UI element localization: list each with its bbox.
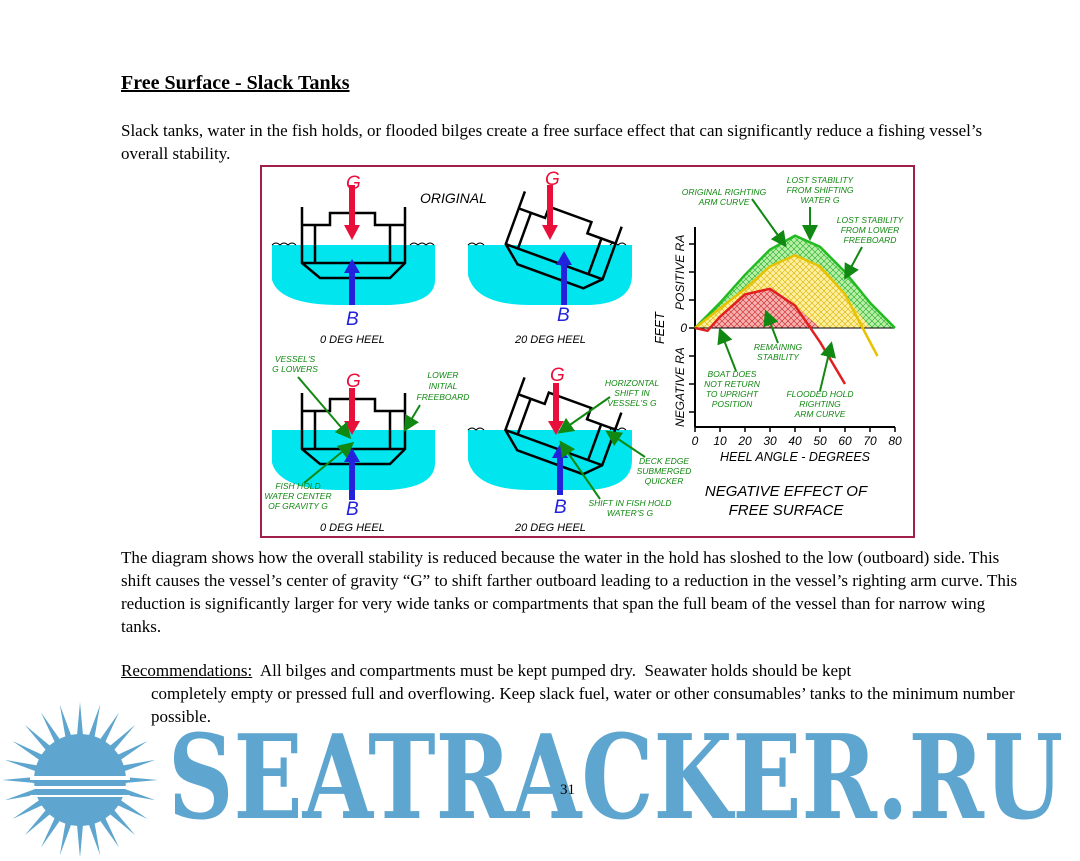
sun-ray-icon: [116, 741, 147, 761]
y-axis-positive-label: POSITIVE RA: [673, 234, 687, 310]
g-label-2: G: [545, 169, 560, 190]
fish-hold-1: FISH HOLD: [275, 481, 321, 491]
lower-freeboard-3: FREEBOARD: [416, 392, 470, 402]
sun-ray-icon: [5, 760, 39, 772]
sun-ray-icon: [12, 799, 43, 819]
chart-caption-1: NEGATIVE EFFECT OF: [704, 483, 868, 500]
annot-lost-shift-3: WATER G: [800, 195, 840, 205]
sun-ray-icon: [77, 702, 83, 736]
sun-ray-icon: [25, 725, 51, 751]
intro-paragraph: Slack tanks, water in the fish holds, or flooded bilges create a free surface effect that can significantly reduce a fishing vessel’s overall stability.: [121, 121, 983, 163]
annot-lost-freeboard-2: FROM LOWER: [840, 225, 900, 235]
sun-ray-icon: [122, 760, 156, 772]
b-label-1: B: [346, 309, 359, 330]
sun-ray-icon: [5, 788, 39, 800]
watermark-text: SEATRACKER.RU: [168, 710, 1063, 846]
x-tick-label: 40: [788, 434, 802, 448]
original-label: ORIGINAL: [420, 190, 487, 206]
fish-hold-2: WATER CENTER: [264, 491, 332, 501]
annot-lost-freeboard-1: LOST STABILITY: [836, 215, 904, 225]
x-tick-label: 50: [813, 434, 827, 448]
sun-ray-icon: [41, 712, 61, 743]
x-axis-label: HEEL ANGLE - DEGREES: [719, 450, 871, 464]
sun-ray-icon: [60, 822, 72, 856]
page-title: Free Surface - Slack Tanks: [121, 72, 350, 94]
lower-freeboard-2: INITIAL: [428, 381, 458, 391]
sun-ray-icon: [60, 705, 72, 739]
annot-not-return-2: NOT RETURN: [704, 379, 760, 389]
x-tick-label: 0: [691, 434, 699, 448]
vessels-g-lowers-1: VESSEL'S: [274, 354, 316, 364]
annot-flooded-1: FLOODED HOLD: [786, 389, 854, 399]
seatracker-watermark: [0, 690, 1080, 856]
annot-lost-shift-1: LOST STABILITY: [786, 175, 854, 185]
sun-ray-icon: [88, 705, 100, 739]
heel-label-4: 20 DEG HEEL: [515, 522, 586, 534]
sun-ray-icon: [25, 809, 51, 835]
recommendations-rest: completely empty or pressed full and overflowing. Keep slack fuel, water or other consumables’ tanks to the minimum number possible.: [151, 684, 1015, 726]
annot-lost-shift-2: FROM SHIFTING: [786, 185, 854, 195]
x-tick-label: 70: [863, 434, 877, 448]
deck-edge-2: SUBMERGED: [636, 466, 692, 476]
b-label-3: B: [346, 499, 359, 520]
sun-ray-icon: [12, 741, 43, 761]
x-tick-label: 80: [888, 434, 902, 448]
sun-ray-icon: [109, 725, 135, 751]
annot-flooded-2: RIGHTING: [799, 399, 841, 409]
shift-fish-hold-1: SHIFT IN FISH HOLD: [588, 498, 672, 508]
g-label-3: G: [346, 371, 361, 392]
y-axis-units-label: FEET: [653, 312, 667, 344]
horizontal-shift-1: HORIZONTAL: [604, 378, 660, 388]
annot-remaining-1: REMAINING: [753, 342, 803, 352]
annot-original-ra-1: ORIGINAL RIGHTING: [681, 187, 767, 197]
recommendations-first-line: [121, 659, 1021, 682]
x-tick-label: 60: [838, 434, 852, 448]
page-number: 31: [560, 782, 575, 798]
annot-remaining-2: STABILITY: [757, 352, 799, 362]
recommendations-line1: All bilges and compartments must be kept pumped dry. Seawater holds should be kept: [252, 661, 852, 680]
g-label-4: G: [550, 365, 565, 386]
annot-lost-freeboard-3: FREEBOARD: [843, 235, 897, 245]
sun-ray-icon: [99, 712, 119, 743]
annot-flooded-3: ARM CURVE: [794, 409, 846, 419]
heel-label-2: 20 DEG HEEL: [515, 334, 586, 346]
sun-ray-icon: [41, 816, 61, 847]
recommendations-label: Recommendations:: [121, 661, 253, 680]
vessels-g-lowers-2: G LOWERS: [272, 364, 318, 374]
g-label-1: G: [346, 173, 361, 194]
deck-edge-1: DECK EDGE: [638, 456, 690, 466]
body-paragraph: The diagram shows how the overall stability is reduced because the water in the hold has sloshed to the low (outboard) side. This shift causes the vessel’s center of gravity “G” to shift farther outboard leading to a reduction in the vessel’s righting arm curve. This reduction is significantly larger for very wide tanks or compartments that span the full beam of the vessel than for narrow wing tanks.: [121, 548, 1018, 636]
x-tick-label: 30: [763, 434, 777, 448]
sun-logo-icon: [2, 702, 158, 856]
annot-not-return-4: POSITION: [711, 399, 753, 409]
shift-fish-hold-2: WATER'S G: [606, 508, 654, 518]
b-label-4: B: [554, 497, 567, 518]
chart-caption-2: FREE SURFACE: [728, 502, 844, 519]
sun-ray-icon: [122, 788, 156, 800]
lower-freeboard-1: LOWER: [427, 370, 459, 380]
x-tick-label: 20: [738, 434, 752, 448]
sun-ray-icon: [109, 809, 135, 835]
y-axis-negative-label: NEGATIVE RA: [673, 347, 687, 427]
deck-edge-3: QUICKER: [644, 476, 684, 486]
b-label-2: B: [557, 305, 570, 326]
horizontal-shift-2: SHIFT IN: [614, 388, 650, 398]
x-tick-label: 10: [713, 434, 727, 448]
sun-ray-icon: [88, 822, 100, 856]
zero-tick-label: 0: [680, 321, 687, 335]
annot-not-return-1: BOAT DOES: [707, 369, 757, 379]
sun-ray-icon: [77, 824, 83, 856]
heel-label-3: 0 DEG HEEL: [320, 522, 385, 534]
heel-label-1: 0 DEG HEEL: [320, 334, 385, 346]
fish-hold-3: OF GRAVITY G: [268, 501, 328, 511]
horizontal-shift-3: VESSEL'S G: [607, 398, 657, 408]
annot-original-ra-2: ARM CURVE: [698, 197, 750, 207]
free-surface-figure: [260, 165, 915, 538]
annot-not-return-3: TO UPRIGHT: [705, 389, 759, 399]
sun-ray-icon: [99, 816, 119, 847]
sun-ray-icon: [116, 799, 147, 819]
